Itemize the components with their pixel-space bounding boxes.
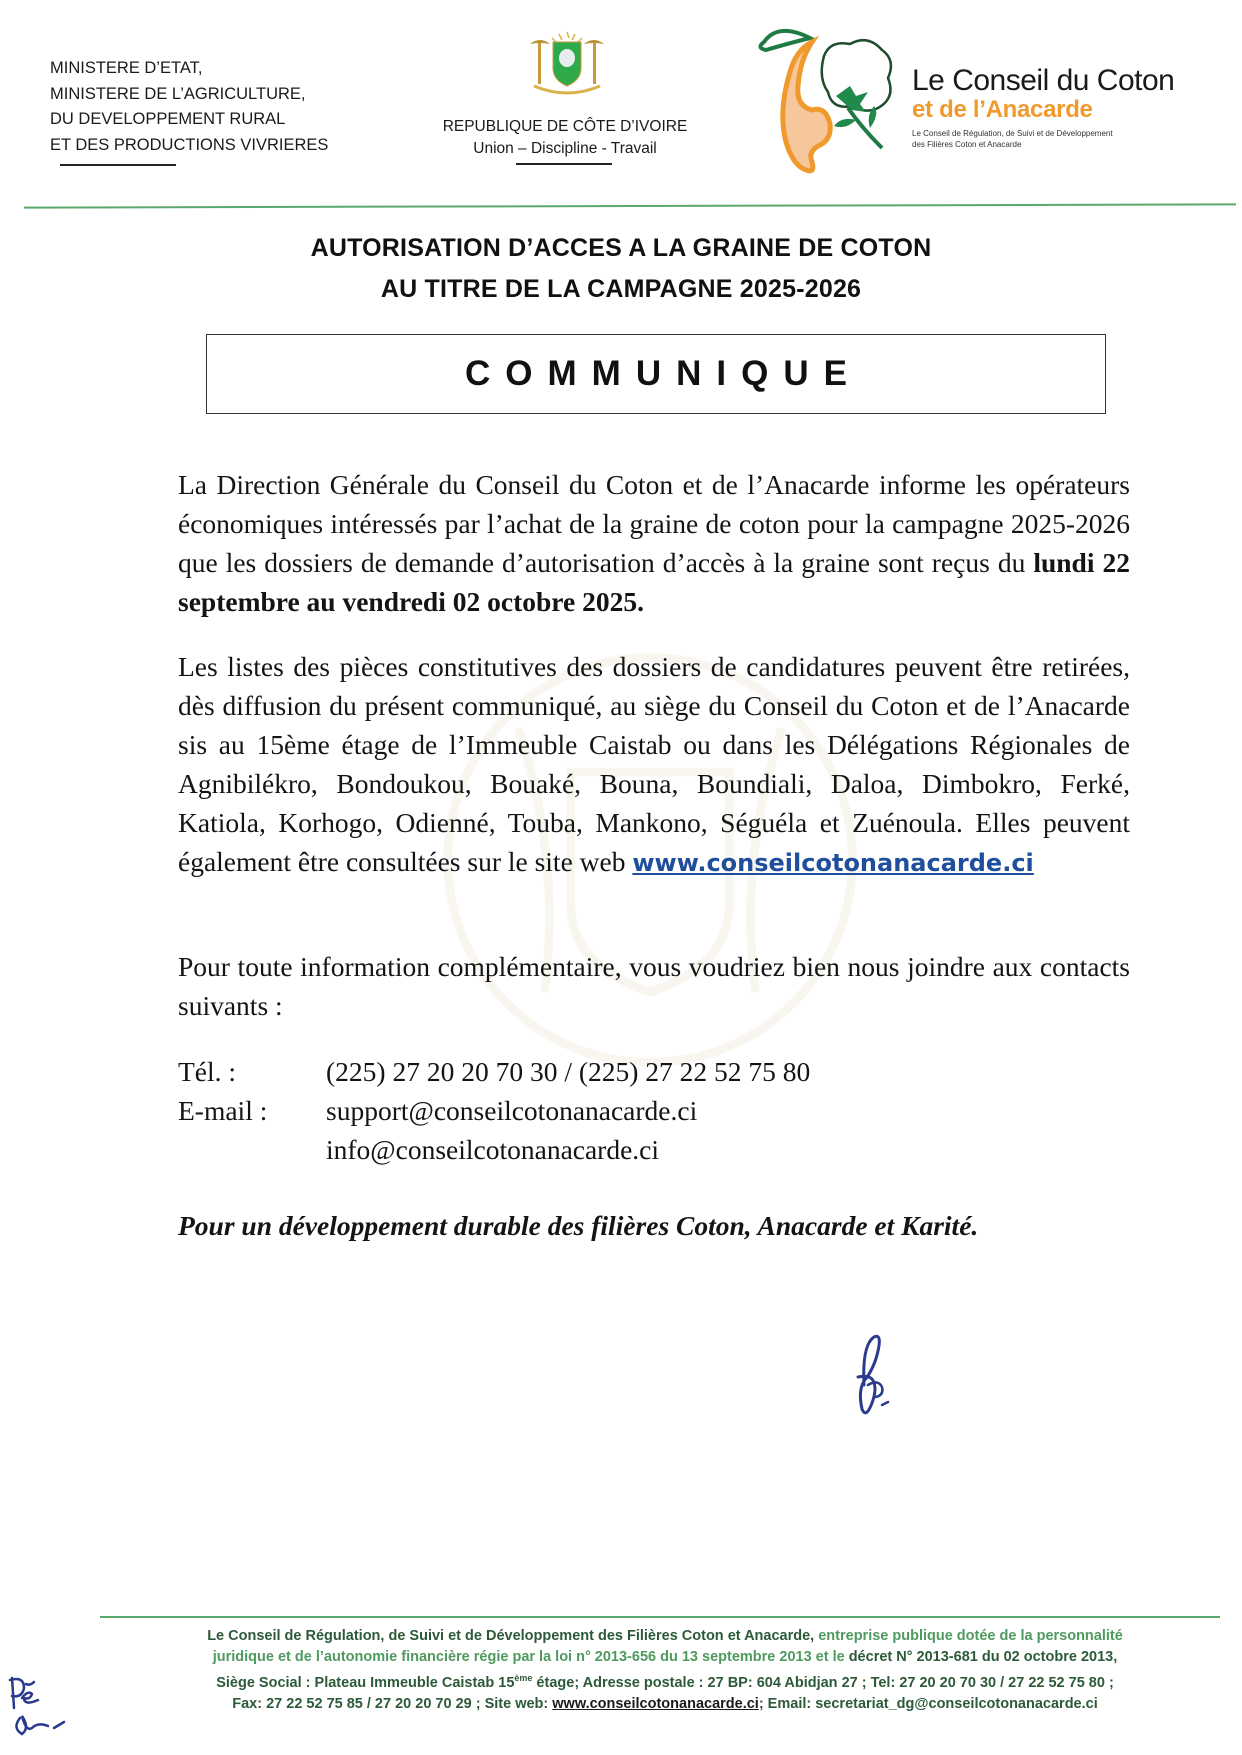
document-title	[150, 228, 1092, 310]
tel-value: (225) 27 20 20 70 30 / (225) 27 22 52 75 80	[326, 1056, 811, 1087]
footer-email: ; Email: secretariat_dg@conseilcotonanacarde.ci	[758, 1695, 1098, 1712]
ministry-line: MINISTERE DE L’AGRICULTURE,	[50, 84, 306, 103]
signature	[838, 1325, 908, 1425]
footer-line	[110, 1694, 1220, 1715]
paragraph-documents	[178, 647, 1130, 883]
footer-legal-name: Le Conseil de Régulation, de Suivi et de Développement des Filières Coton et Anacarde,	[207, 1628, 815, 1644]
paragraph-intro-text: La Direction Générale du Conseil du Coton et de l’Anacarde informe les opérateurs économiques intéressés par l’achat de la graine de coton pour la campagne 2025-2026 que les dossiers de demande d’autorisation d’accès à la graine sont reçus du	[178, 469, 1130, 578]
email-label: E-mail :	[178, 1095, 268, 1126]
email-support[interactable]: support@conseilcotonanacarde.ci	[326, 1095, 698, 1126]
council-name-line2: et de l’Anacarde	[912, 96, 1093, 123]
council-logo-emblem	[752, 20, 902, 180]
republic-underline	[516, 163, 612, 165]
coat-of-arms-icon	[526, 28, 608, 98]
footer-text: juridique et de l’autonomie financière régie par la loi n° 2013-656 du 13 septembre 2013 et le	[212, 1649, 849, 1665]
footer	[110, 1626, 1220, 1715]
footer-text: entreprise publique dotée de la personnalité	[814, 1628, 1123, 1644]
tel-label: Tél. :	[178, 1056, 237, 1087]
email-info[interactable]: info@conseilcotonanacarde.ci	[326, 1134, 660, 1165]
communique-box	[206, 334, 1106, 414]
republic-motto: Union – Discipline - Travail	[473, 140, 657, 157]
council-subtitle-line: des Filières Coton et Anacarde	[912, 140, 1022, 149]
council-subtitle	[912, 128, 1113, 150]
footer-line	[110, 1647, 1220, 1668]
ministry-line: DU DEVELOPPEMENT RURAL	[50, 110, 286, 128]
submission-dates: lundi 22 septembre au vendredi 02 octobre 2025.	[178, 547, 1130, 617]
header-divider	[24, 203, 1236, 208]
ministry-block	[50, 56, 328, 158]
paragraph-intro	[178, 465, 1130, 621]
footer-text: décret N° 2013-681 du 02 octobre 2013,	[848, 1649, 1118, 1665]
council-subtitle-line: Le Conseil de Régulation, de Suivi et de Développement	[912, 129, 1113, 138]
republic-block	[400, 116, 730, 160]
slogan: Pour un développement durable des filières Coton, Anacarde et Karité.	[178, 1210, 979, 1241]
footer-text: Fax: 27 22 52 75 85 / 27 20 20 70 29 ; Site web:	[232, 1695, 553, 1712]
handwritten-initials	[4, 1672, 74, 1752]
website-link[interactable]: www.conseilcotonanacarde.ci	[632, 849, 1034, 877]
footer-website-link[interactable]: www.conseilcotonanacarde.ci	[552, 1695, 759, 1712]
ministry-line: MINISTERE D’ETAT,	[50, 59, 203, 77]
footer-text: étage; Adresse postale : 27 BP: 604 Abidjan 27 ; Tel: 27 20 20 70 30 / 27 22 52 75 80 ;	[532, 1674, 1114, 1691]
title-line1: AUTORISATION D’ACCES A LA GRAINE DE COTON	[310, 234, 932, 262]
communique-heading: COMMUNIQUE	[465, 354, 862, 393]
footer-text: Siège Social : Plateau Immeuble Caistab 15	[216, 1674, 515, 1691]
council-name-line1: Le Conseil du Coton	[912, 64, 1175, 97]
footer-superscript: ème	[514, 1673, 533, 1683]
ministry-underline	[60, 164, 176, 166]
ministry-line: ET DES PRODUCTIONS VIVRIERES	[50, 135, 329, 154]
paragraph-contact: Pour toute information complémentaire, vous voudriez bien nous joindre aux contacts suivants :	[178, 951, 1130, 1021]
footer-line	[110, 1668, 1220, 1694]
republic-name: REPUBLIQUE DE CÔTE D’IVOIRE	[442, 118, 688, 135]
footer-line	[110, 1626, 1220, 1647]
footer-divider	[100, 1616, 1220, 1618]
paragraph-documents-text: Les listes des pièces constitutives des dossiers de candidatures peuvent être retirées, dès diffusion du présent communiqué, au siège du Conseil du Coton et de l’Anacarde sis au 15ème étage de l’Immeuble Caistab ou dans les Délégations Régionales de Agnibilékro, Bondoukou, Bouaké, Bouna, Boundiali, Daloa, Dimbokro, Ferké, Katiola, Korhogo, Odienné, Touba, Mankono, Séguéla et Zuénoula. Elles peuvent également être consultées sur le site web	[178, 651, 1130, 877]
title-line2: AU TITRE DE LA CAMPAGNE 2025-2026	[380, 275, 862, 303]
